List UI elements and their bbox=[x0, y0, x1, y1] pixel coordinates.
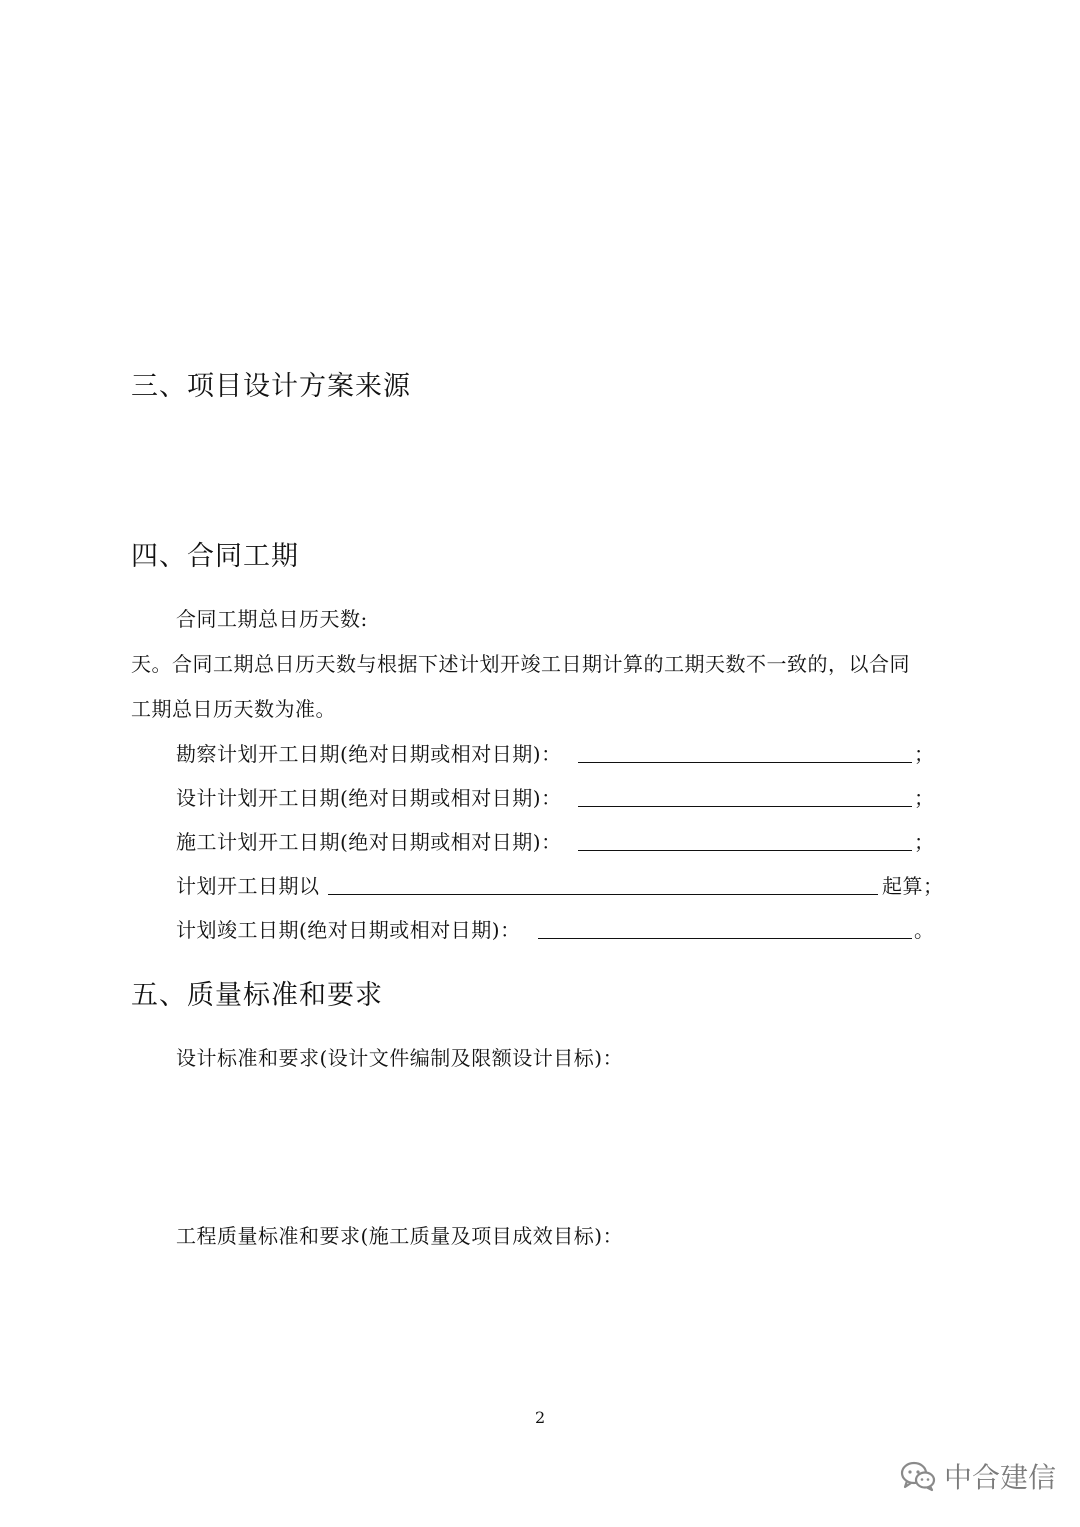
engineering-quality-label: 工程质量标准和要求(施工质量及项目成效目标)： bbox=[176, 1224, 624, 1248]
wechat-icon bbox=[900, 1460, 936, 1492]
section-heading-3: 三、项目设计方案来源 bbox=[131, 371, 411, 402]
watermark-text: 中合建信 bbox=[944, 1461, 1057, 1494]
section-heading-4: 四、合同工期 bbox=[131, 541, 299, 572]
watermark bbox=[900, 1456, 1056, 1496]
construction-start-date-label: 施工计划开工日期(绝对日期或相对日期)： bbox=[176, 830, 562, 854]
survey-start-date-blank[interactable] bbox=[578, 762, 912, 763]
page-number: 2 bbox=[535, 1408, 546, 1427]
start-date-basis-end: 起算； bbox=[882, 874, 944, 898]
design-start-date-end: ； bbox=[914, 786, 935, 810]
design-start-date-label: 设计计划开工日期(绝对日期或相对日期)： bbox=[176, 786, 562, 810]
section-heading-5: 五、质量标准和要求 bbox=[131, 980, 383, 1011]
completion-date-blank[interactable] bbox=[538, 938, 912, 939]
total-days-label: 合同工期总日历天数: bbox=[176, 607, 368, 631]
survey-start-date-label: 勘察计划开工日期(绝对日期或相对日期)： bbox=[176, 742, 562, 766]
paragraph-line-1: 天。合同工期总日历天数与根据下述计划开竣工日期计算的工期天数不一致的，以合同 bbox=[131, 652, 910, 676]
construction-start-date-end: ； bbox=[914, 830, 935, 854]
paragraph-line-2: 工期总日历天数为准。 bbox=[131, 697, 336, 721]
start-date-basis-label: 计划开工日期以 bbox=[176, 874, 320, 898]
construction-start-date-blank[interactable] bbox=[578, 850, 912, 851]
completion-date-end: 。 bbox=[914, 918, 935, 942]
survey-start-date-end: ； bbox=[914, 742, 935, 766]
start-date-basis-blank[interactable] bbox=[328, 894, 878, 895]
design-standards-label: 设计标准和要求(设计文件编制及限额设计目标)： bbox=[176, 1046, 624, 1070]
completion-date-label: 计划竣工日期(绝对日期或相对日期)： bbox=[176, 918, 521, 942]
design-start-date-blank[interactable] bbox=[578, 806, 912, 807]
